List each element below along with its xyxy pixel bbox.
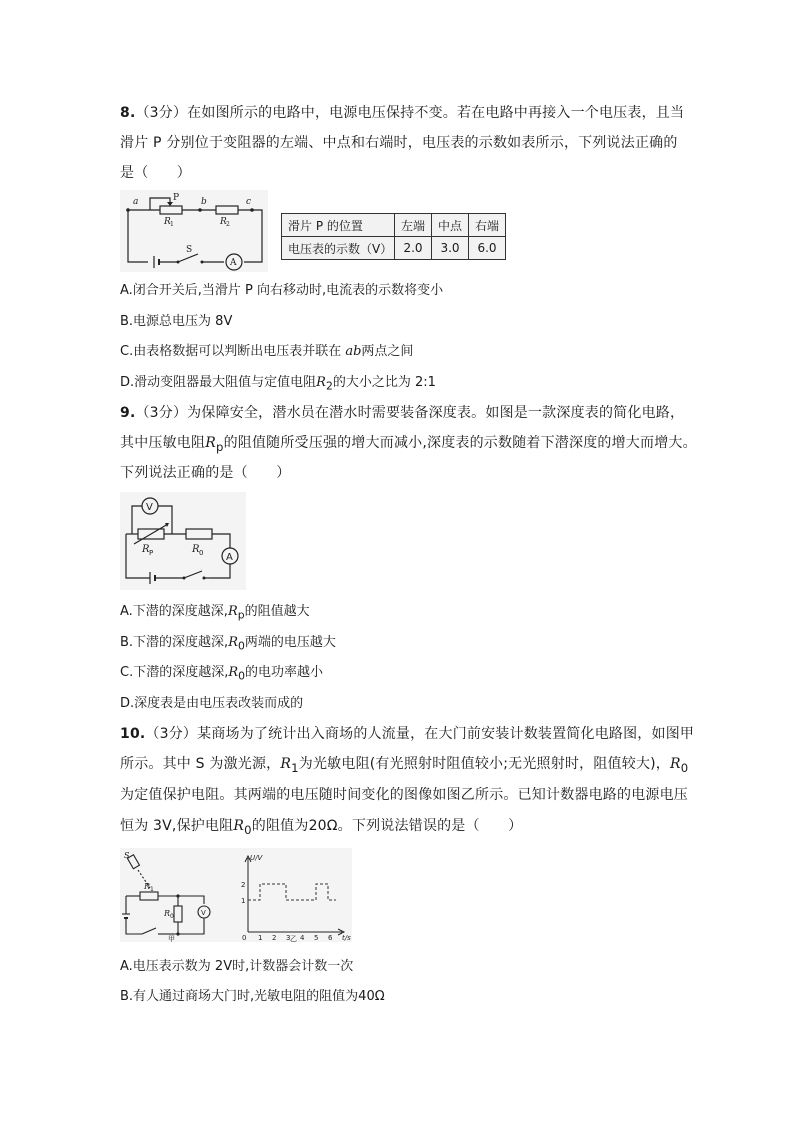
svg-text:1: 1 [150,886,154,893]
label-b: b [201,197,207,207]
q10-option-a: A.电压表示数为 2V时,计数器会计数一次 [120,959,354,974]
label-a: a [133,197,139,207]
q8-option-d: D.滑动变阻器最大阻值与定值电阻$R_2$的大小之比为 2:1 [120,375,436,393]
svg-text:2: 2 [226,221,230,228]
y-axis-label: U/V [250,854,263,862]
label-r0: R [164,909,171,918]
q8-stem-line1: 8.（3分）在如图所示的电路中，电源电压保持不变。若在电路中再接入一个电压表，且当 [120,105,685,121]
x-tick: 0 [242,934,247,942]
svg-text:P: P [149,549,154,557]
q8-stem-line2: 滑片 P 分别位于变阻器的左端、中点和右端时，电压表的示数如表所示，下列说法正确的 [120,135,678,151]
q10-number: 10. [120,726,146,742]
ammeter-icon: A [230,258,237,268]
label-p: P [173,193,180,203]
q9-option-a: A.下潜的深度越深$,R_p$的阻值越大 [120,604,310,622]
q9-circuit-diagram [120,492,246,590]
caption-jia: 甲 [168,935,175,942]
voltmeter-icon: V [201,909,206,917]
x-tick: 2 [272,934,277,942]
laser-source-label: S [124,851,130,860]
svg-text:1: 1 [170,221,174,228]
q9-option-c: C.下潜的深度越深$,R_0$的电功率越小 [120,665,324,683]
svg-text:0: 0 [170,913,174,920]
x-tick: 4 [300,934,305,942]
voltmeter-icon: V [146,502,153,513]
label-rp: R [142,544,150,555]
table-row: 滑片 P 的位置 左端 中点 右端 [282,214,506,237]
q8-voltage-table [281,213,506,260]
q9-stem-line2: 其中压敏电阻$R_p$的阻值随所受压强的增大而减小,深度表的示数随着下潜深度的增大而增大。 [120,435,697,454]
q10-stem-line4: 恒为 3V,保护电阻$R_0$的阻值为20Ω。下列说法错误的是（ ） [120,818,523,837]
q8-option-c: C.由表格数据可以判断出电压表并联在 ab两点之间 [120,344,414,359]
q8-option-a: A.闭合开关后,当滑片 P 向右移动时,电流表的示数将变小 [120,283,444,298]
x-tick: 3 [286,934,291,942]
x-axis-label: t/s [342,934,351,942]
y-tick: 1 [241,897,246,905]
x-tick: 5 [314,934,319,942]
q9-stem-line3: 下列说法正确的是（ ） [120,465,291,481]
q10-stem-line3: 为定值保护电阻。其两端的电压随时间变化的图像如图乙所示。已知计数器电路的电源电压 [120,787,688,803]
q8-stem-line3: 是（ ） [120,165,191,181]
ammeter-icon: A [226,552,233,563]
q10-figures [120,848,352,942]
label-r2: R [220,217,227,227]
label-r0: R [192,544,200,555]
q8-number: 8. [120,105,136,121]
q8-option-b: B.电源总电压为 8V [120,314,233,329]
q9-option-d: D.深度表是由电压表改装而成的 [120,696,304,711]
q10-stem-line2: 所示。其中 S 为激光源，$R_1$为光敏电阻(有光照射时阻值较小;无光照射时，阻值较大)，$R_0$ [120,756,689,775]
q9-stem-line1: 9.（3分）为保障安全，潜水员在潜水时需要装备深度表。如图是一款深度表的简化电路， [120,405,685,421]
table-row: 电压表的示数（V） 2.0 3.0 6.0 [282,237,506,260]
q10-option-b: B.有人通过商场大门时,光敏电阻的阻值为40Ω [120,989,385,1004]
q8-circuit-diagram [120,190,268,272]
q9-number: 9. [120,405,136,421]
svg-text:0: 0 [199,549,204,557]
q10-stem-line1: 10.（3分）某商场为了统计出入商场的人流量，在大门前安装计数装置简化电路图，如图甲 [120,726,695,742]
y-tick: 2 [241,881,246,889]
label-r1: R [164,217,171,227]
q9-option-b: B.下潜的深度越深$,R_0$两端的电压越大 [120,635,336,653]
label-switch: S [186,245,193,255]
label-c: c [246,197,252,207]
x-tick: 6 [328,934,333,942]
caption-yi: 乙 [290,935,297,942]
label-r1: R [144,882,151,891]
x-tick: 1 [258,934,263,942]
